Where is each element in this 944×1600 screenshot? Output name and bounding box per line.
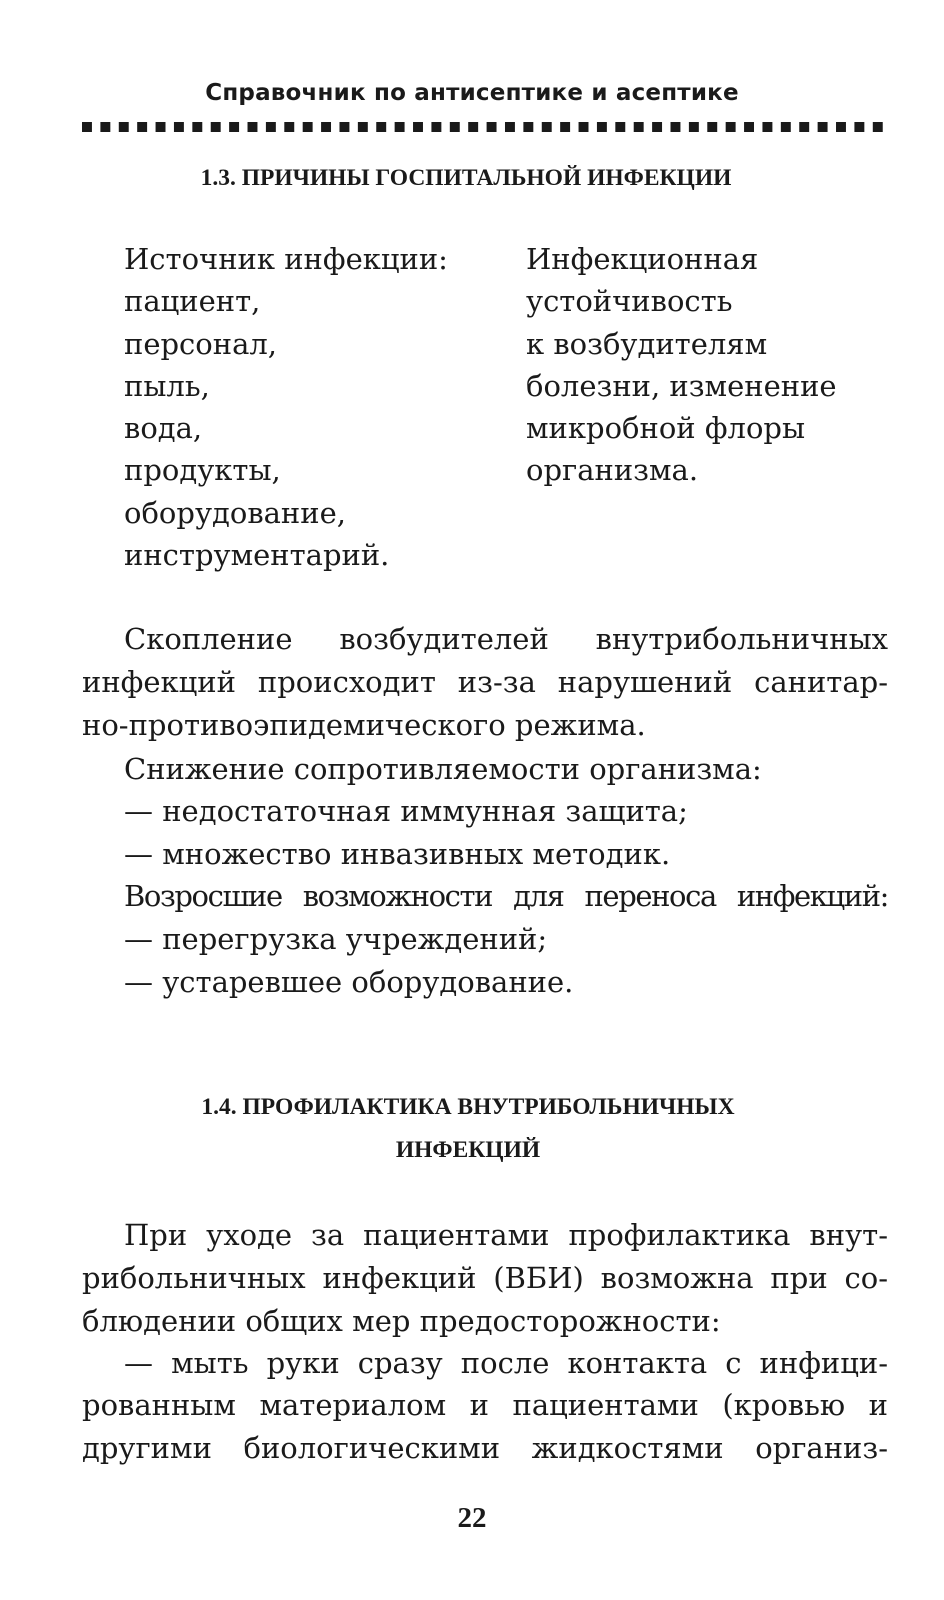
infection-resistance-column	[526, 238, 837, 492]
right-column-line: устойчивость	[526, 284, 733, 319]
body-line: — устаревшее оборудование.	[124, 965, 574, 999]
section-1-4-heading-line: ИНФЕКЦИЙ	[395, 1137, 541, 1163]
body-line: — перегрузка учреждений;	[124, 922, 548, 956]
dotted-rule	[82, 122, 888, 132]
left-column-line: пациент,	[124, 284, 261, 319]
left-column-line: пыль,	[124, 368, 210, 403]
left-column-line: Источник инфекции:	[124, 242, 448, 276]
left-column-line: оборудование,	[124, 495, 346, 530]
left-column-line: вода,	[124, 411, 203, 446]
left-column-line: персонал,	[124, 326, 278, 361]
body-line: но-противоэпидемического режима.	[82, 708, 646, 742]
body-line: При уходе за пациентами профилактика внут-	[124, 1218, 888, 1252]
right-column-line: микробной флоры	[526, 411, 806, 446]
section-1-3-heading: 1.3. ПРИЧИНЫ ГОСПИТАЛЬНОЙ ИНФЕКЦИИ	[200, 165, 732, 191]
body-line: — множество инвазивных методик.	[124, 837, 671, 871]
left-column-line: инструментарий.	[124, 538, 390, 573]
body-line: блюдении общих мер предосторожности:	[82, 1304, 721, 1338]
right-column-line: Инфекционная	[526, 242, 759, 276]
body-line: — недостаточная иммунная защита;	[124, 794, 688, 828]
right-column-line: организма.	[526, 453, 699, 488]
body-line: Снижение сопротивляемости организма:	[124, 752, 762, 786]
left-column-line: продукты,	[124, 453, 281, 488]
right-column-line: болезни, изменение	[526, 368, 837, 403]
section-1-4-heading	[0, 1086, 940, 1172]
body-line: Возросшие возможности для переноса инфекций:	[124, 879, 888, 913]
page-number: 22	[457, 1502, 487, 1534]
body-line: инфекций происходит из-за нарушений санитар-	[82, 665, 888, 699]
running-header: Справочник по антисептике и асептике	[205, 80, 739, 106]
body-line: другими биологическими жидкостями организ-	[82, 1431, 888, 1465]
body-line: — мыть руки сразу после контакта с инфици-	[124, 1346, 888, 1380]
body-line: рибольничных инфекций (ВБИ) возможна при со-	[82, 1261, 888, 1295]
body-line: рованным материалом и пациентами (кровью и	[82, 1388, 888, 1422]
section-1-4-heading-line: 1.4. ПРОФИЛАКТИКА ВНУТРИБОЛЬНИЧНЫХ	[201, 1094, 735, 1120]
body-line: Скопление возбудителей внутрибольничных	[124, 622, 888, 656]
right-column-line: к возбудителям	[526, 326, 768, 361]
infection-sources-column	[124, 238, 448, 576]
